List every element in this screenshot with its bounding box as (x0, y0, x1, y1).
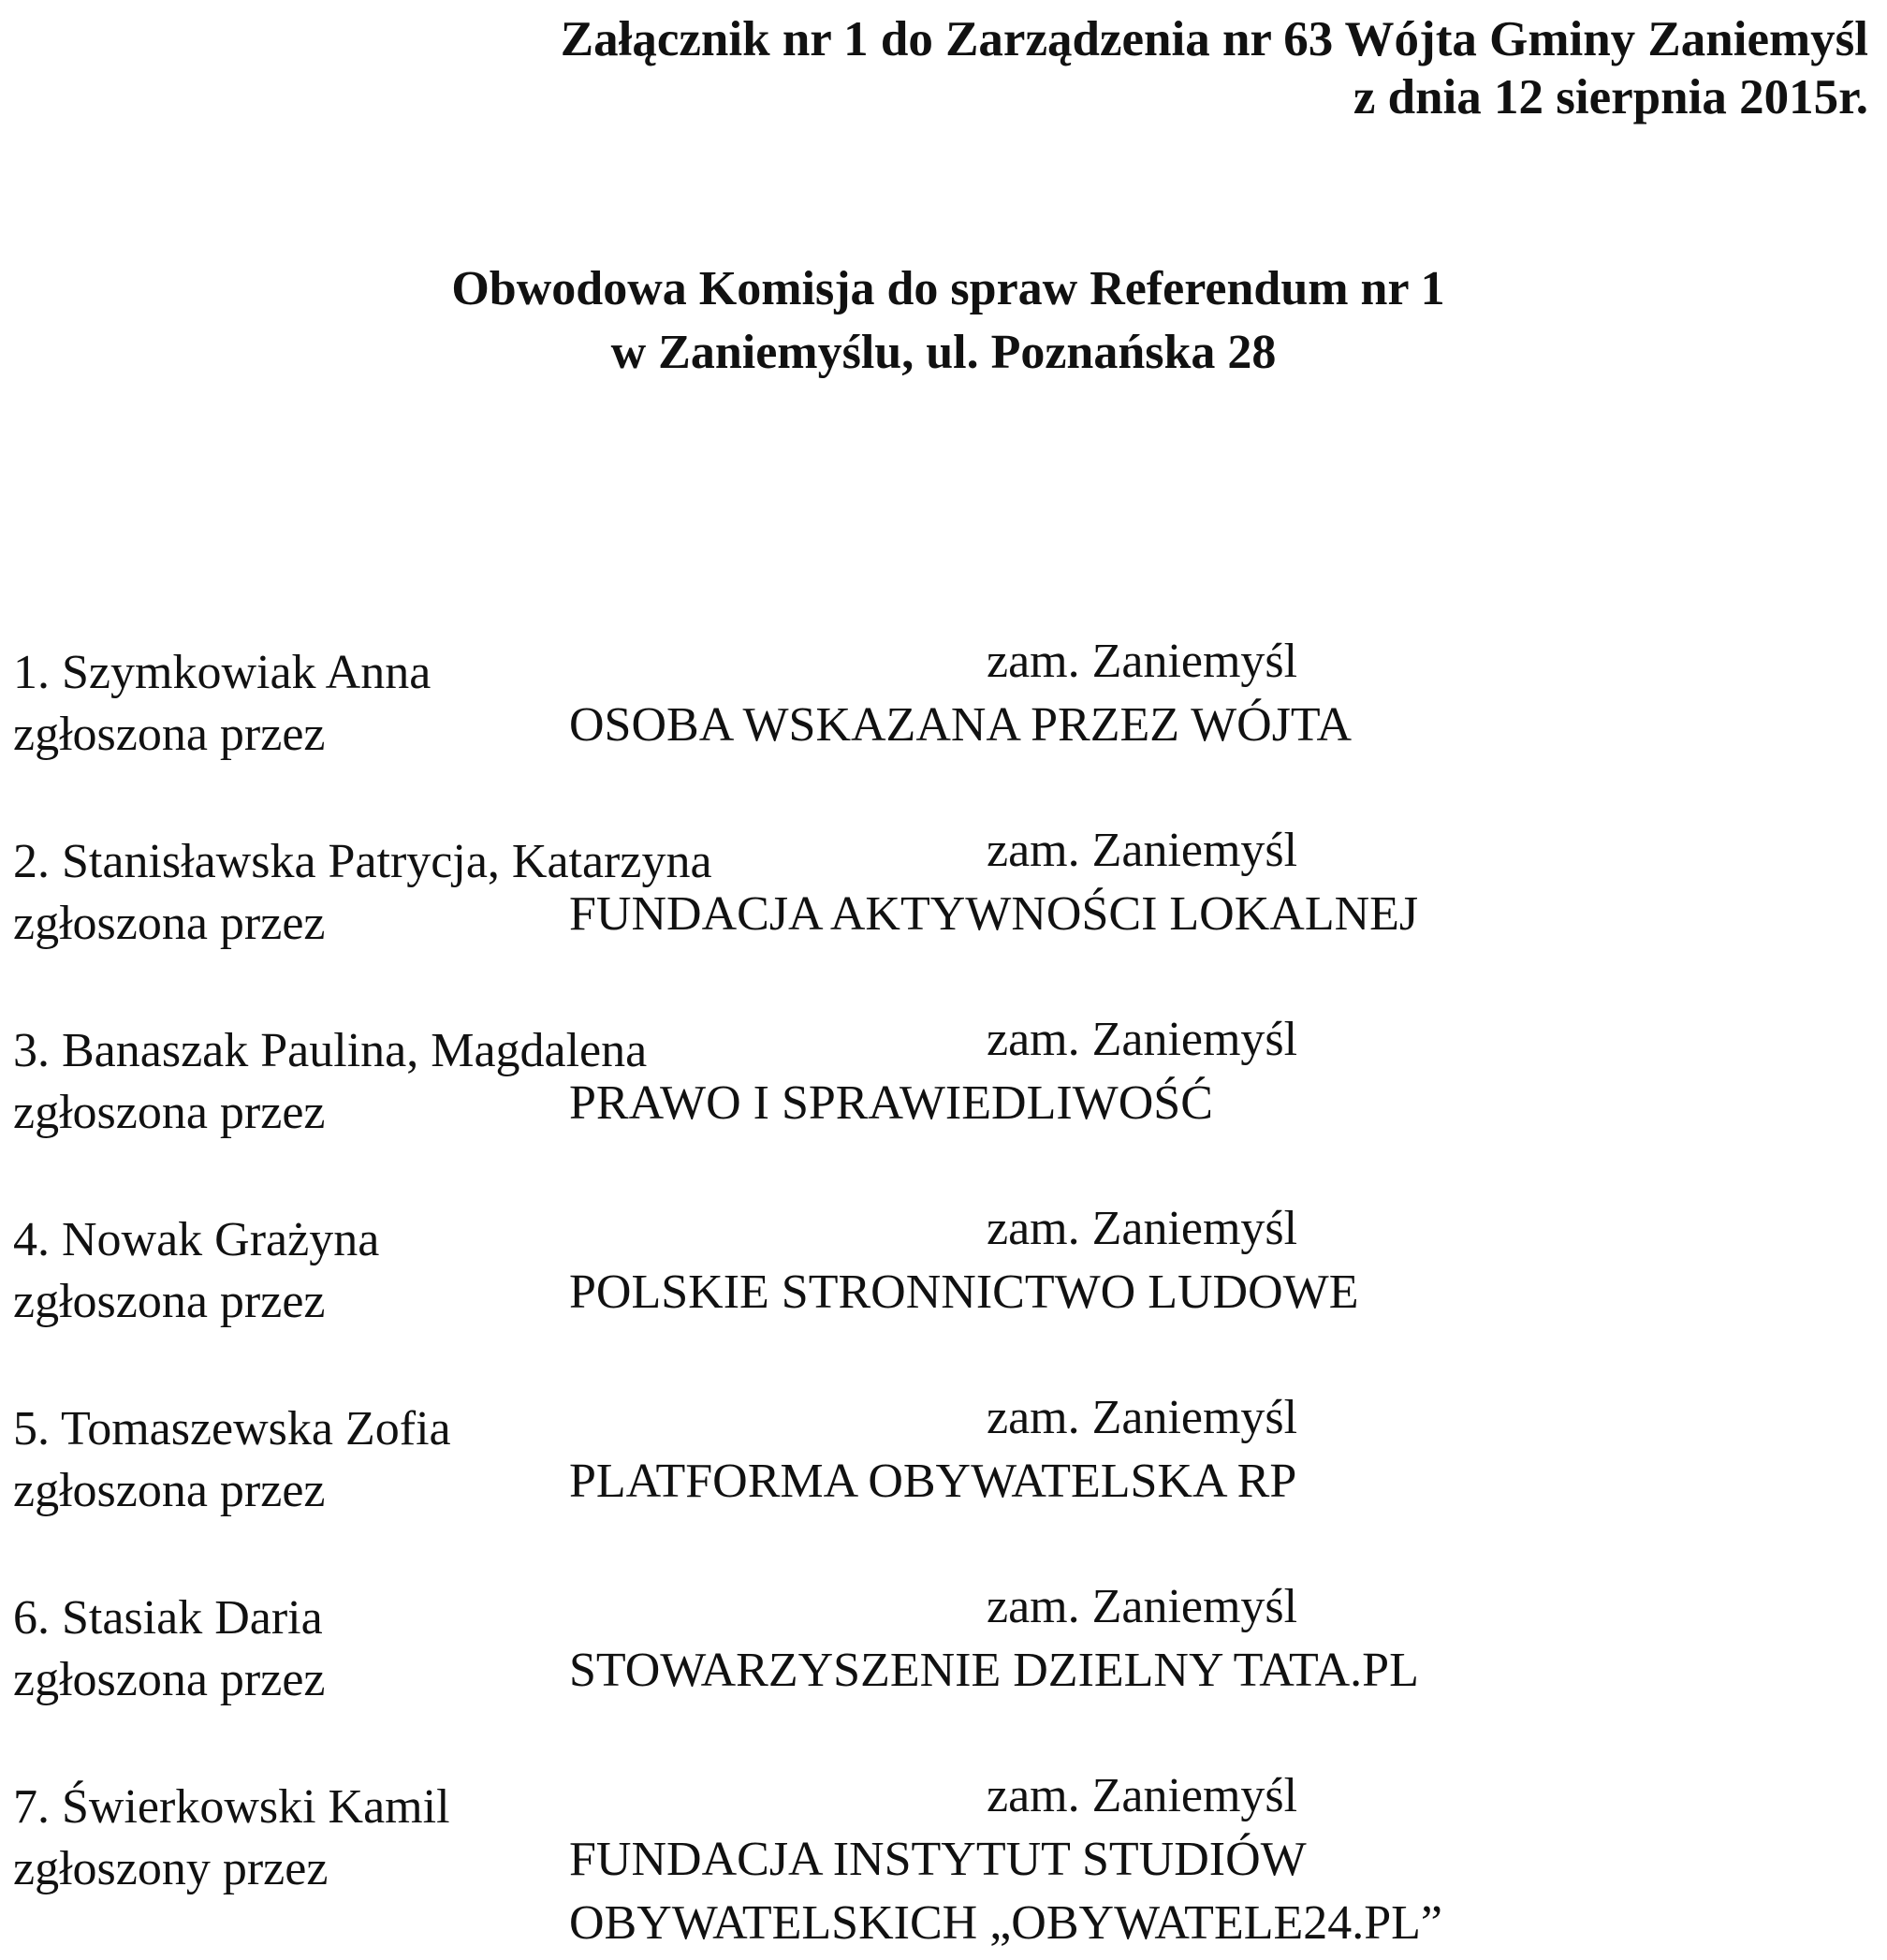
member-residence: zam. Zaniemyśl (987, 1202, 1298, 1255)
member-entry-2 (13, 824, 1876, 962)
member-name: 5. Tomaszewska Zofia (13, 1402, 451, 1455)
member-nominator: PLATFORMA OBYWATELSKA RP (569, 1455, 1297, 1508)
member-nominator: FUNDACJA AKTYWNOŚCI LOKALNEJ (569, 887, 1419, 941)
member-nominator-continued: OBYWATELSKICH „OBYWATELE24.PL” (569, 1896, 1443, 1950)
member-residence: zam. Zaniemyśl (987, 635, 1298, 688)
member-nominator: STOWARZYSZENIE DZIELNY TATA.PL (569, 1644, 1419, 1697)
nominated-by-label: zgłoszona przez (13, 1086, 326, 1139)
nominated-by-label: zgłoszona przez (13, 897, 326, 950)
nominated-by-label: zgłoszona przez (13, 1275, 326, 1328)
member-name: 4. Nowak Grażyna (13, 1213, 380, 1266)
attachment-date: z dnia 12 sierpnia 2015r. (1353, 70, 1868, 124)
nominated-by-label: zgłoszona przez (13, 1653, 326, 1706)
member-entry-1 (13, 635, 1876, 773)
member-name: 7. Świerkowski Kamil (13, 1780, 450, 1834)
member-residence: zam. Zaniemyśl (987, 824, 1298, 877)
attachment-header: Załącznik nr 1 do Zarządzenia nr 63 Wójta Gminy Zaniemyśl (560, 12, 1868, 66)
member-residence: zam. Zaniemyśl (987, 1391, 1298, 1444)
member-name: 2. Stanisławska Patrycja, Katarzyna (13, 835, 712, 888)
member-nominator: OSOBA WSKAZANA PRZEZ WÓJTA (569, 698, 1353, 752)
member-entry-6 (13, 1580, 1876, 1719)
member-name: 3. Banaszak Paulina, Magdalena (13, 1024, 648, 1077)
nominated-by-label: zgłoszony przez (13, 1842, 329, 1895)
member-residence: zam. Zaniemyśl (987, 1769, 1298, 1822)
member-name: 6. Stasiak Daria (13, 1591, 323, 1645)
member-name: 1. Szymkowiak Anna (13, 646, 432, 699)
member-residence: zam. Zaniemyśl (987, 1013, 1298, 1066)
member-nominator: POLSKIE STRONNICTWO LUDOWE (569, 1265, 1359, 1319)
member-entry-5 (13, 1391, 1876, 1529)
nominated-by-label: zgłoszona przez (13, 1464, 326, 1517)
member-nominator: PRAWO I SPRAWIEDLIWOŚĆ (569, 1076, 1213, 1130)
member-residence: zam. Zaniemyśl (987, 1580, 1298, 1633)
commission-title: Obwodowa Komisja do spraw Referendum nr 1 (451, 262, 1445, 315)
member-entry-7 (13, 1769, 1876, 1950)
member-entry-3 (13, 1013, 1876, 1151)
member-nominator: FUNDACJA INSTYTUT STUDIÓW (569, 1833, 1307, 1886)
member-entry-4 (13, 1202, 1876, 1340)
nominated-by-label: zgłoszona przez (13, 708, 326, 761)
commission-address: w Zaniemyślu, ul. Poznańska 28 (610, 326, 1277, 379)
